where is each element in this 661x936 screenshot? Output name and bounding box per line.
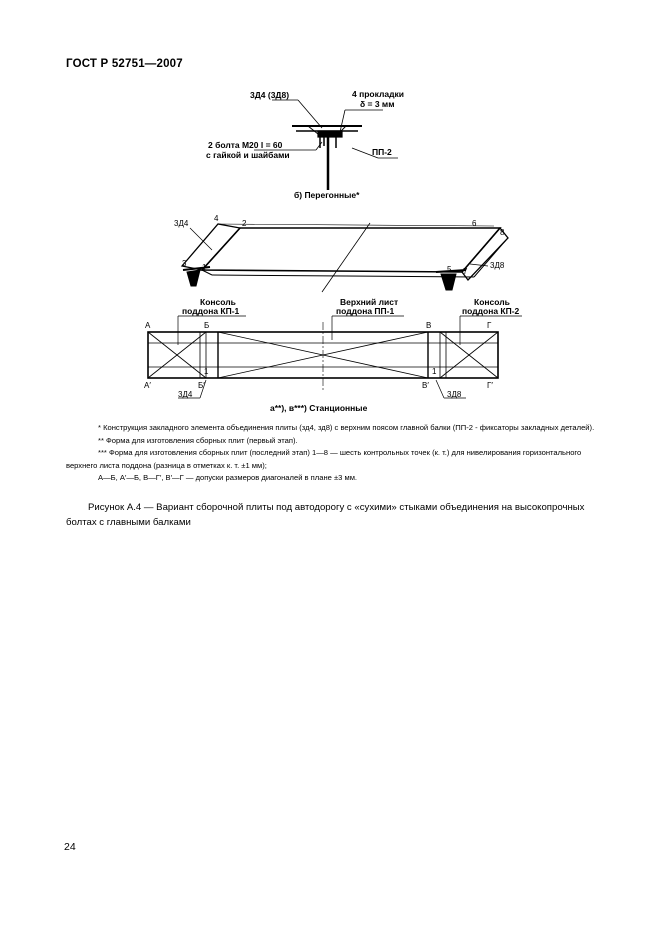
note-1: * Конструкция закладного элемента объединения плиты (зд4, зд8) с верхним поясом главной балки (ПП-2 - фиксаторы закладных деталей).: [98, 423, 595, 432]
label-console-right-2: поддона КП-2: [462, 306, 520, 316]
plan-letter-b-prime: Б′: [198, 381, 205, 390]
plan-point-1-left: 1: [204, 367, 209, 376]
label-zd8-plan: 3Д8: [447, 390, 462, 399]
figure-drawing: [0, 0, 661, 420]
note-3: *** Форма для изготовления сборных плит (последний этап) 1—8 — шесть контрольных точек (к. т.) для нивелирования горизонтального верхнего листа поддона (разница в отметках к. т. ±1 мм);: [66, 448, 582, 470]
detail-b-label-bolts-1: 2 болта М20 l = 60: [208, 140, 283, 150]
point-1: 1: [202, 263, 207, 272]
detail-b-label-bolts-2: с гайкой и шайбами: [206, 150, 290, 160]
plan-letter-g: Г: [487, 321, 492, 330]
label-zd8-top: 3Д8: [490, 261, 505, 270]
point-4: 4: [214, 214, 219, 223]
plan-letter-b: Б: [204, 321, 210, 330]
note-4: А—Б, А′—Б, В—Г′, В′—Г — допуски размеров диагоналей в плане ±3 мм.: [98, 473, 358, 482]
plan-letter-v: В: [426, 321, 432, 330]
plan-letter-g-prime: Г′: [487, 381, 493, 390]
point-3: 3: [182, 259, 187, 268]
detail-b-label-gaskets-2: δ = 3 мм: [360, 99, 395, 109]
detail-b-label-pp: ПП-2: [372, 147, 392, 157]
label-console-left-1: Консоль: [200, 297, 236, 307]
detail-b-label-gaskets-1: 4 прокладки: [352, 89, 404, 99]
label-zd4-top: 3Д4: [174, 219, 189, 228]
label-top-sheet-2: поддона ПП-1: [336, 306, 395, 316]
label-console-left-2: поддона КП-1: [182, 306, 240, 316]
point-7: 7: [463, 267, 468, 276]
detail-a-caption: а**), в***) Станционные: [270, 403, 368, 413]
perspective-form: [182, 223, 508, 292]
label-top-sheet-1: Верхний лист: [340, 297, 399, 307]
note-2: ** Форма для изготовления сборных плит (первый этап).: [98, 435, 298, 445]
label-console-right-1: Консоль: [474, 297, 510, 307]
page-number: 24: [64, 841, 76, 853]
label-zd4-plan: 3Д4: [178, 390, 193, 399]
point-2: 2: [242, 219, 247, 228]
detail-b-caption: б) Перегонные*: [294, 190, 360, 200]
document-header: ГОСТ Р 52751—2007: [66, 58, 183, 70]
point-6: 6: [472, 219, 477, 228]
figure-caption: Рисунок А.4 — Вариант сборочной плиты под автодорогу с «сухими» стыками объединения на высокопрочных болтах с главными балками: [66, 502, 585, 528]
plan-letter-a-prime: А′: [144, 381, 151, 390]
plan-letter-v-prime: В′: [422, 381, 429, 390]
figure-notes: [66, 422, 601, 485]
point-8: 8: [500, 228, 505, 237]
point-5: 5: [447, 265, 452, 274]
plan-point-1-right: 1: [432, 367, 437, 376]
detail-b-label-zd: 3Д4 (3Д8): [250, 90, 290, 100]
plan-letter-a: А: [145, 321, 151, 330]
